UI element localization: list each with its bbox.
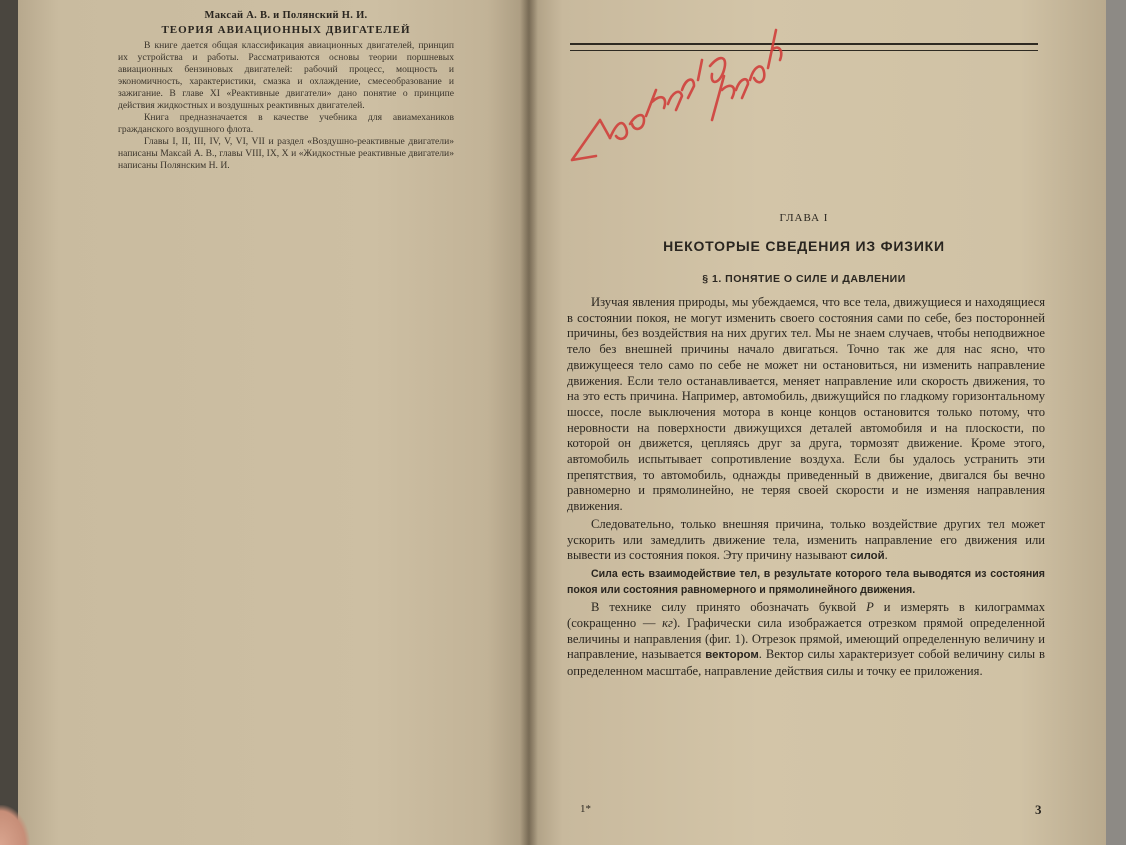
annotation-paragraph: В книге дается общая классификация авиационных двигателей, принцип их устройства и работы. Рассматриваются основы теории поршневых авиационных бензиновых двигателей: рабочий процесс, мощность и экономичность, характеристики, смазка и охлаждение, смесеобразование и зажигание. В главе XI «Реактивные двигатели» дано понятие о принципе действия жидкостных и воздушных реактивных двигателей. <box>118 40 454 111</box>
handwritten-note <box>560 20 790 180</box>
background-left <box>0 0 18 845</box>
body-text: Следовательно, только внешняя причина, только воздействие других тел может ускорить или замедлить движение тела, изменить направление его движения или вывести из состояния покоя. Эту причину называют <box>567 516 1045 563</box>
body-paragraph: Изучая явления природы, мы убеждаемся, что все тела, движущиеся и находящиеся в состоянии покоя, не могут изменить своего состояния сами по себе, без посторонней причины, без воздействия на них других тел. Мы не знаем случаев, чтобы неподвижное тело без внешней причины начало двигаться. Точно так же для нас ясно, что движущееся тело само по себе не может ни остановиться, ни изменить направление движения. Если тело останавливается, меняет направление или скорость движения, то на это есть причина. Например, автомобиль, движущийся по гладкому горизонтальному шоссе, после выключения мотора в конце концов остановится только потому, что неровности на поверхности движущихся деталей автомобиля и на плоскости, по которой он движется, цепляясь друг за друга, тормозят движение. Кроме этого, автомобиль испытывает сопротивление воздуха. Если бы удалось устранить эти препятствия, то автомобиль, однажды приведенный в движение, двигался бы вечно равномерно и прямолинейно, не теряя своей скорости и не изменяя направления движения. <box>567 295 1045 514</box>
body-text: . <box>884 548 888 563</box>
body-paragraph <box>567 600 1045 680</box>
body-text: и измерять в килограммах (сокращенно — <box>567 600 1045 631</box>
definition-paragraph: Сила есть взаимодействие тел, в результате которого тела выводятся из состояния покоя или состояния равномерного и прямолинейного движения. <box>567 567 1045 596</box>
section-title: § 1. ПОНЯТИЕ О СИЛЕ И ДАВЛЕНИИ <box>702 273 906 285</box>
background-right <box>1106 0 1126 845</box>
term-vector: вектором <box>705 649 759 662</box>
chapter-number: ГЛАВА I <box>779 212 829 224</box>
body-text: ). Графически сила изображается отрезком прямой определенной величины и направления (фиг. 1). Отрезок прямой, имеющий определенную величину и направление, называется <box>567 616 1045 662</box>
page-number: 3 <box>1035 802 1042 817</box>
authors-line: Максай А. В. и Полянский Н. И. <box>204 10 368 21</box>
signature-mark: 1* <box>580 803 591 815</box>
body-paragraph <box>567 517 1045 565</box>
symbol-p: P <box>866 600 874 615</box>
book-title: ТЕОРИЯ АВИАЦИОННЫХ ДВИГАТЕЛЕЙ <box>161 24 411 36</box>
annotation-paragraph: Главы I, II, III, IV, V, VI, VII и раздел «Воздушно-реактивные двигатели» написаны Максай А. В., главы VIII, IX, X и «Жидкостные реактивные двигатели» написаны Полянским Н. И. <box>118 136 454 171</box>
chapter-title: НЕКОТОРЫЕ СВЕДЕНИЯ ИЗ ФИЗИКИ <box>663 238 945 254</box>
term-force: силой <box>850 550 885 563</box>
book-gutter <box>520 0 538 845</box>
finger <box>0 805 30 845</box>
body-text: . Вектор силы характеризует собой величину силы в определенном масштабе, направление действия силы и точку ее приложения. <box>567 647 1045 679</box>
annotation-paragraph: Книга предназначается в качестве учебника для авиамехаников гражданского воздушного флота. <box>118 112 454 135</box>
annotation-text <box>118 40 454 172</box>
body-text: В технике силу принято обозначать буквой <box>591 600 867 615</box>
unit-kg: кг <box>662 616 673 631</box>
book-annotation <box>118 10 454 172</box>
chapter-body <box>567 295 1045 680</box>
